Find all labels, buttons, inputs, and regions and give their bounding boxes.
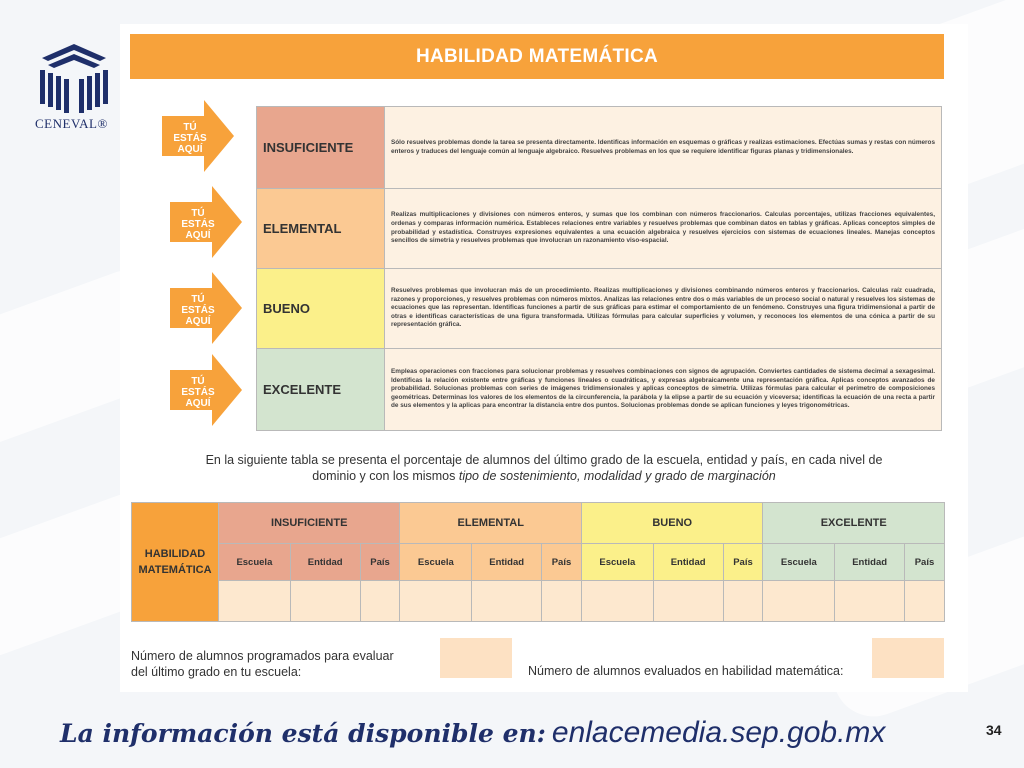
programmed-students-label [131,648,394,680]
value-cell [472,581,542,622]
value-cell [360,581,400,622]
percentage-table [131,502,945,622]
subcol-entidad: Entidad [653,544,723,581]
subcol-escuela: Escuela [400,544,472,581]
arrow-text-line2: AQUÍ [185,316,211,327]
percentage-subheader-row [132,544,945,581]
level-row-excelente [257,349,942,431]
value-cell [542,581,582,622]
subcol-escuela: Escuela [763,544,835,581]
arrow-text-line2: AQUÍ [185,398,211,409]
programmed-line1: Número de alumnos programados para evaluar [131,649,394,663]
level-name: BUENO [257,269,385,349]
arrow-text-line2: AQUÍ [177,144,203,155]
level-description: Resuelves problemas que involucran más de un procedimiento. Realizas multiplicaciones y divisiones combinando números enteros y fraccionarios. Calculas raíz cuadrada, razones y proporciones, y resuelves problemas con números mixtos. Analizas las relaciones entre dos o más variables de un proceso social o natural y resuelves los sistemas de ecuaciones que las representan. Identificas funciones a partir de sus gráficas para estimar el comportamiento de un fenómeno. Construyes una figura tridimensional a partir de otras e identificas características de una figura transformada. Utilizas fórmulas para calcular superficies y volumen, y reconoces los elementos de una cónica a partir de su representación gráfica. [385,269,942,349]
level-name: INSUFICIENTE [257,107,385,189]
level-header-bueno: BUENO [581,503,762,544]
subcol-pais: País [360,544,400,581]
level-description: Sólo resuelves problemas donde la tarea se presenta directamente. Identificas información en esquemas o gráficas y realizas estimaciones. Efectúas sumas y restas con números enteros y traduces del lenguaje común al lenguaje algebraico. Resuelves problemas en los que se requiere identificar figuras planas y tridimensionales. [385,107,942,189]
evaluated-students-value-box [872,638,944,678]
level-header-insuficiente: INSUFICIENTE [219,503,400,544]
value-cell [581,581,653,622]
report-sheet [120,24,968,692]
subcol-entidad: Entidad [290,544,360,581]
programmed-line2: del último grado en tu escuela: [131,665,302,679]
level-row-bueno [257,269,942,349]
page-number: 34 [986,722,1002,738]
you-are-here-arrow-bueno [168,270,244,346]
subcol-pais: País [904,544,944,581]
level-name: ELEMENTAL [257,189,385,269]
value-cell [763,581,835,622]
value-cell [723,581,763,622]
ceneval-logo [30,40,120,150]
footer [60,716,885,750]
level-header-excelente: EXCELENTE [763,503,945,544]
value-cell [904,581,944,622]
value-cell [835,581,905,622]
subcol-escuela: Escuela [219,544,291,581]
arrow-text-line2: AQUÍ [185,230,211,241]
footer-url-link[interactable]: enlacemedia.sep.gob.mx [551,716,886,749]
percentage-value-row [132,581,945,622]
arrow-text-line1: TÚ ESTÁS [173,122,207,144]
value-cell [653,581,723,622]
you-are-here-arrow-excelente [168,352,244,428]
level-description: Realizas multiplicaciones y divisiones con números enteros, y sumas que los combinan con números fraccionarios. Calculas porcentajes, utilizas fracciones equivalentes, ordenas y comparas información numérica. Estableces relaciones entre variables y resuelves problemas que combinan datos en tablas y gráficas. Aplicas conceptos simples de probabilidad y estadística. Construyes expresiones equivalentes a una ecuación algebraica y resuelves ejercicios con sistemas de ecuaciones lineales. Manejas conceptos sencillos de simetría y resuelves problemas que involucran un razonamiento viso-espacial. [385,189,942,269]
percentage-header-row [132,503,945,544]
you-are-here-arrow-elemental [168,184,244,260]
programmed-students-value-box [440,638,512,678]
skill-label-line2: MATEMÁTICA [138,564,212,576]
arrow-text-line1: TÚ ESTÁS [181,294,215,316]
arrow-text-line1: TÚ ESTÁS [181,208,215,230]
evaluated-students-label: Número de alumnos evaluados en habilidad matemática: [528,664,844,678]
skill-label-line1: HABILIDAD [144,548,206,560]
footer-lead-text: La información está disponible en: [60,719,546,748]
level-name: EXCELENTE [257,349,385,431]
value-cell [400,581,472,622]
subcol-pais: País [542,544,582,581]
intro-line1: En la siguiente tabla se presenta el porcentaje de alumnos del último grado de la escuela, entidad y país, en cada nivel de [205,453,883,467]
intro-paragraph [134,452,954,484]
level-description: Empleas operaciones con fracciones para solucionar problemas y resuelves combinaciones con signos de agrupación. Conviertes cantidades de sistema decimal a sexagesimal. Identificas la relación existente entre gráficas y funciones lineales o cuadráticas, y expresas algebraicamente una representación gráfica. Aplicas conceptos avanzados de probabilidad. Solucionas problemas con series de imágenes tridimensionales y aplicas conceptos de simetría. Utilizas fórmulas para calcular el perímetro de composiciones geométricas. Determinas los valores de los elementos de la circunferencia, la parábola y la elipse a partir de su ecuación y viceversa; identificas la ecuación de una recta a partir de sus elementos y la aplicas para encontrar la distancia entre dos puntos. Solucionas problemas donde se aplican funciones y leyes trigonométricas. [385,349,942,431]
intro-line2-prefix: dominio y con los mismos [312,469,459,483]
subcol-pais: País [723,544,763,581]
subcol-entidad: Entidad [835,544,905,581]
ceneval-wordmark: CENEVAL® [35,116,108,131]
value-cell [219,581,291,622]
subcol-escuela: Escuela [581,544,653,581]
you-are-here-arrow-insuficiente [160,98,236,174]
intro-line2-italic: tipo de sostenimiento, modalidad y grado de marginación [458,469,776,483]
subcol-entidad: Entidad [472,544,542,581]
levels-table [256,106,942,431]
value-cell [290,581,360,622]
level-header-elemental: ELEMENTAL [400,503,581,544]
arrow-text-line1: TÚ ESTÁS [181,376,215,398]
skill-label-cell [132,503,219,622]
level-row-insuficiente [257,107,942,189]
section-banner: HABILIDAD MATEMÁTICA [130,34,944,79]
level-row-elemental [257,189,942,269]
